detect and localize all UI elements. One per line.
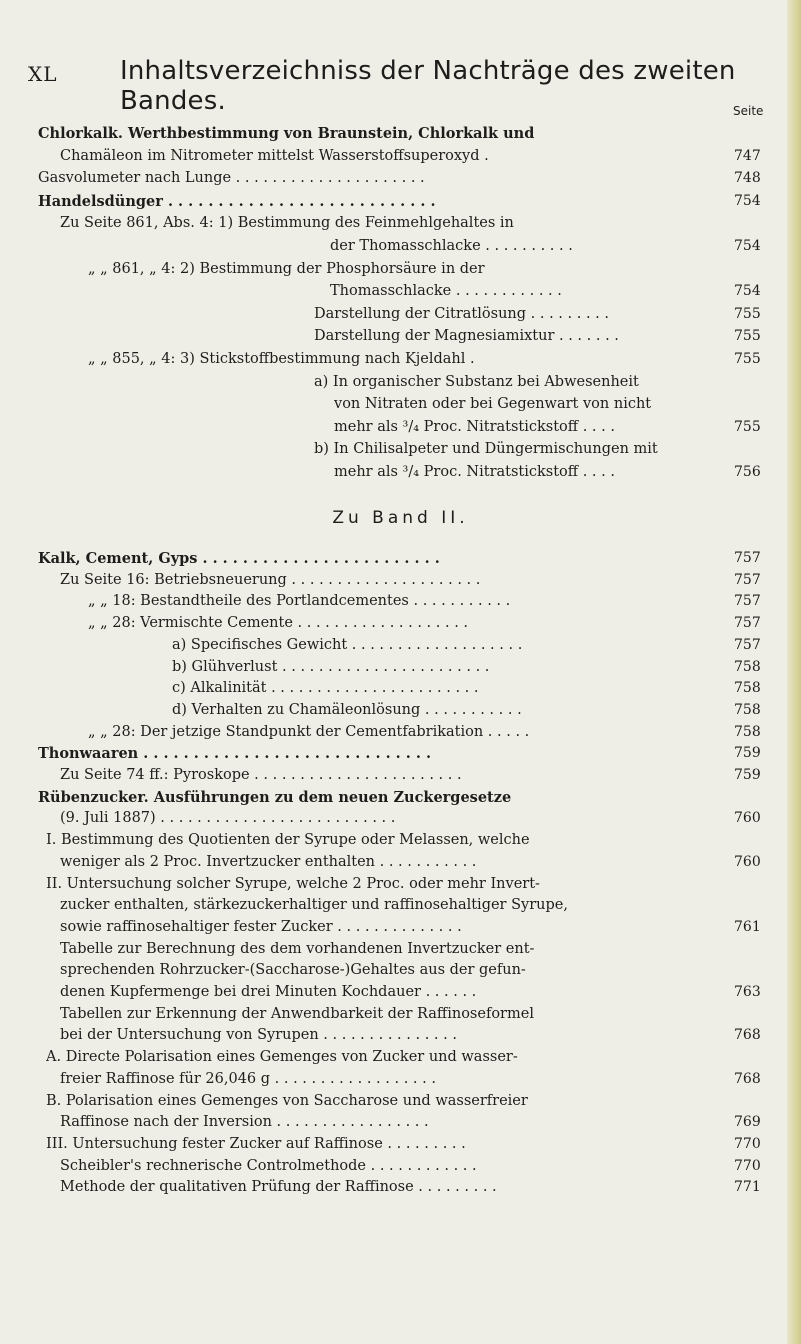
toc-entry <box>0 146 801 167</box>
toc-entry-text: von Nitraten oder bei Gegenwart von nicht <box>334 396 652 413</box>
toc-entry <box>0 123 801 144</box>
toc-entry-text: Zu Seite 74 ff.: Pyroskope . . . . . . . . . . . . . . . . . . . . . . . <box>60 767 462 783</box>
toc-entry-text: Tabelle zur Berechnung des dem vorhandenen Invertzucker ent- <box>60 940 535 957</box>
toc-entry-text: III. Untersuchung fester Zucker auf Raffinose . . . . . . . . . <box>46 1135 466 1152</box>
toc-entry <box>0 349 801 370</box>
toc-entry-page: 770 <box>734 1157 761 1174</box>
toc-entry-page: 758 <box>734 680 761 697</box>
toc-entry <box>0 1112 801 1133</box>
toc-entry <box>0 1134 801 1155</box>
toc-entry <box>0 417 801 438</box>
toc-entry-page: 757 <box>734 636 761 653</box>
toc-entry-page: 754 <box>734 283 761 300</box>
toc-entry-text: zucker enthalten, stärkezuckerhaltiger und raffinosehaltiger Syrupe, <box>60 897 568 914</box>
toc-entry <box>0 213 801 234</box>
toc-entry <box>0 1156 801 1177</box>
toc-entry-page: 748 <box>734 170 761 187</box>
toc-entry-page: 763 <box>734 984 761 1000</box>
toc-entry <box>0 591 801 612</box>
toc-entry-text: der Thomasschlacke . . . . . . . . . . <box>330 238 573 254</box>
toc-entry <box>0 570 801 591</box>
toc-entry-page: 747 <box>734 147 761 164</box>
toc-entry <box>0 1025 801 1046</box>
toc-entry-page: 755 <box>734 351 761 367</box>
page-number: XL <box>28 62 58 86</box>
toc-entry-page: 771 <box>734 1179 761 1196</box>
toc-entry-page: 761 <box>734 918 761 935</box>
toc-entry <box>0 939 801 960</box>
toc-entry <box>0 1177 801 1198</box>
toc-entry <box>0 439 801 460</box>
toc-entry <box>0 917 801 938</box>
toc-entry <box>0 259 801 280</box>
toc-entry-text: b) In Chilisalpeter und Düngermischungen mit <box>314 441 658 458</box>
toc-entry <box>0 960 801 981</box>
toc-entry-text: weniger als 2 Proc. Invertzucker enthalten . . . . . . . . . . . <box>60 853 477 870</box>
toc-entry-text: Kalk, Cement, Gyps . . . . . . . . . . . . . . . . . . . . . . . . <box>38 550 440 567</box>
toc-entry <box>0 1069 801 1090</box>
toc-entry-page: 757 <box>734 571 761 588</box>
toc-entry <box>0 326 801 347</box>
toc-entry-text: d) Verhalten zu Chamäleonlösung . . . . . . . . . . . <box>172 701 522 718</box>
toc-entry-text: Tabellen zur Erkennung der Anwendbarkeit der Raffinoseformel <box>60 1005 534 1022</box>
toc-entry-text: a) In organischer Substanz bei Abwesenheit <box>314 373 639 390</box>
toc-entry-text: bei der Untersuchung von Syrupen . . . . . . . . . . . . . . . <box>60 1027 457 1044</box>
toc-entry-text: Gasvolumeter nach Lunge . . . . . . . . . . . . . . . . . . . . . <box>38 170 425 187</box>
toc-entry <box>0 304 801 325</box>
toc-entry <box>0 191 801 212</box>
toc-entry-page: 769 <box>734 1114 761 1131</box>
toc-entry-text: Thonwaaren . . . . . . . . . . . . . . . . . . . . . . . . . . . . . <box>38 745 432 763</box>
toc-entry <box>0 1047 801 1068</box>
toc-entry-text: Raffinose nach der Inversion . . . . . . . . . . . . . . . . . <box>60 1114 429 1131</box>
toc-entry-page: 754 <box>734 238 761 254</box>
toc-entry <box>0 830 801 851</box>
toc-entry-page: 759 <box>734 745 761 762</box>
toc-entry-text: c) Alkalinität . . . . . . . . . . . . . . . . . . . . . . . <box>172 680 479 697</box>
toc-entry-text: II. Untersuchung solcher Syrupe, welche 2 Proc. oder mehr Invert- <box>46 875 540 892</box>
toc-entry <box>0 635 801 656</box>
toc-entry <box>0 394 801 415</box>
toc-entry <box>0 613 801 634</box>
toc-entry <box>0 787 801 808</box>
toc-entry-page: 757 <box>734 615 761 632</box>
toc-entry-text: Zu Seite 16: Betriebsneuerung . . . . . . . . . . . . . . . . . . . . . <box>60 571 481 588</box>
toc-entry-page: 755 <box>734 328 761 345</box>
toc-entry-text: sprechenden Rohrzucker-(Saccharose-)Gehaltes aus der gefun- <box>60 962 526 979</box>
toc-entry <box>0 808 801 829</box>
toc-entry-page: 758 <box>734 658 761 675</box>
seite-column-label: Seite <box>733 104 764 118</box>
toc-entry-page: 768 <box>734 1027 761 1044</box>
toc-entry <box>0 236 801 257</box>
toc-entry-text: „ „ 28: Vermischte Cemente . . . . . . . . . . . . . . . . . . . <box>88 615 469 632</box>
toc-entry-text: Rübenzucker. Ausführungen zu dem neuen Zuckergesetze <box>38 788 512 806</box>
toc-entry <box>0 1004 801 1025</box>
toc-entry <box>0 895 801 916</box>
toc-entry-text: b) Glühverlust . . . . . . . . . . . . . . . . . . . . . . . <box>172 658 490 675</box>
toc-entry-page: 759 <box>734 767 761 783</box>
toc-entry-page: 768 <box>734 1070 761 1087</box>
toc-entry <box>0 982 801 1003</box>
toc-entry <box>0 852 801 873</box>
toc-entry-page: 755 <box>734 418 761 435</box>
toc-entry-text: denen Kupfermenge bei drei Minuten Kochdauer . . . . . . <box>60 984 477 1000</box>
toc-entry <box>0 1091 801 1112</box>
toc-entry-page: 757 <box>734 550 761 566</box>
toc-entry <box>0 874 801 895</box>
toc-entry-text: „ „ 861, „ 4: 2) Bestimmung der Phosphorsäure in der <box>88 260 485 277</box>
toc-entry-page: 770 <box>734 1135 761 1152</box>
toc-entry-page: 760 <box>734 810 761 827</box>
toc-entry-text: mehr als ³/₄ Proc. Nitratstickstoff . . . . <box>334 464 615 480</box>
toc-entry-text: Thomasschlacke . . . . . . . . . . . . <box>330 283 562 300</box>
toc-entry <box>0 743 801 764</box>
toc-entry-text: Darstellung der Magnesiamixtur . . . . . . . <box>314 328 619 345</box>
toc-entry-text: a) Specifisches Gewicht . . . . . . . . . . . . . . . . . . . <box>172 636 523 653</box>
toc-entry-text: (9. Juli 1887) . . . . . . . . . . . . . . . . . . . . . . . . . . <box>60 810 396 827</box>
toc-entry <box>0 678 801 699</box>
toc-entry <box>0 657 801 678</box>
toc-entry-page: 758 <box>734 701 761 718</box>
toc-entry-page: 757 <box>734 593 761 610</box>
toc-entry-text: Scheibler's rechnerische Controlmethode . . . . . . . . . . . . <box>60 1157 477 1174</box>
toc-entry-text: Zu Seite 861, Abs. 4: 1) Bestimmung des Feinmehlgehaltes in <box>60 215 514 232</box>
toc-entry-text: B. Polarisation eines Gemenges von Saccharose und wasserfreier <box>46 1092 528 1109</box>
toc-entry <box>0 700 801 721</box>
toc-entry <box>0 168 801 189</box>
toc-entry-text: „ „ 28: Der jetzige Standpunkt der Cementfabrikation . . . . . <box>88 723 530 740</box>
toc-entry-text: A. Directe Polarisation eines Gemenges von Zucker und wasser- <box>46 1049 518 1066</box>
toc-entry <box>0 281 801 302</box>
section-title: Zu Band II. <box>332 508 469 528</box>
toc-entry-text: Methode der qualitativen Prüfung der Raffinose . . . . . . . . . <box>60 1179 497 1196</box>
toc-entry-text: I. Bestimmung des Quotienten der Syrupe oder Melassen, welche <box>46 832 530 849</box>
toc-entry-text: „ „ 855, „ 4: 3) Stickstoffbestimmung nach Kjeldahl . <box>88 351 475 367</box>
toc-entry-text: Chamäleon im Nitrometer mittelst Wasserstoffsuperoxyd . <box>60 147 489 164</box>
toc-entry <box>0 722 801 743</box>
toc-entry-page: 755 <box>734 305 761 322</box>
toc-entry-text: freier Raffinose für 26,046 g . . . . . . . . . . . . . . . . . . <box>60 1070 436 1087</box>
toc-entry-page: 760 <box>734 853 761 870</box>
toc-entry-text: Handelsdünger . . . . . . . . . . . . . . . . . . . . . . . . . . . <box>38 192 436 210</box>
toc-entry-text: Darstellung der Citratlösung . . . . . . . . . <box>314 305 609 322</box>
page-title: Inhaltsverzeichniss der Nachträge des zweiten Bandes. <box>120 56 736 116</box>
toc-entry <box>0 765 801 786</box>
toc-entry <box>0 548 801 569</box>
toc-entry-page: 754 <box>734 192 761 209</box>
toc-entry <box>0 462 801 483</box>
toc-entry <box>0 372 801 393</box>
toc-entry-text: „ „ 18: Bestandtheile des Portlandcementes . . . . . . . . . . . <box>88 593 511 610</box>
toc-entry-page: 756 <box>734 464 761 480</box>
toc-entry-text: mehr als ³/₄ Proc. Nitratstickstoff . . . . <box>334 418 615 435</box>
toc-entry-text: Chlorkalk. Werthbestimmung von Braunstein, Chlorkalk und <box>38 125 535 142</box>
toc-entry-text: sowie raffinosehaltiger fester Zucker . . . . . . . . . . . . . . <box>60 918 462 935</box>
toc-entry-page: 758 <box>734 723 761 740</box>
